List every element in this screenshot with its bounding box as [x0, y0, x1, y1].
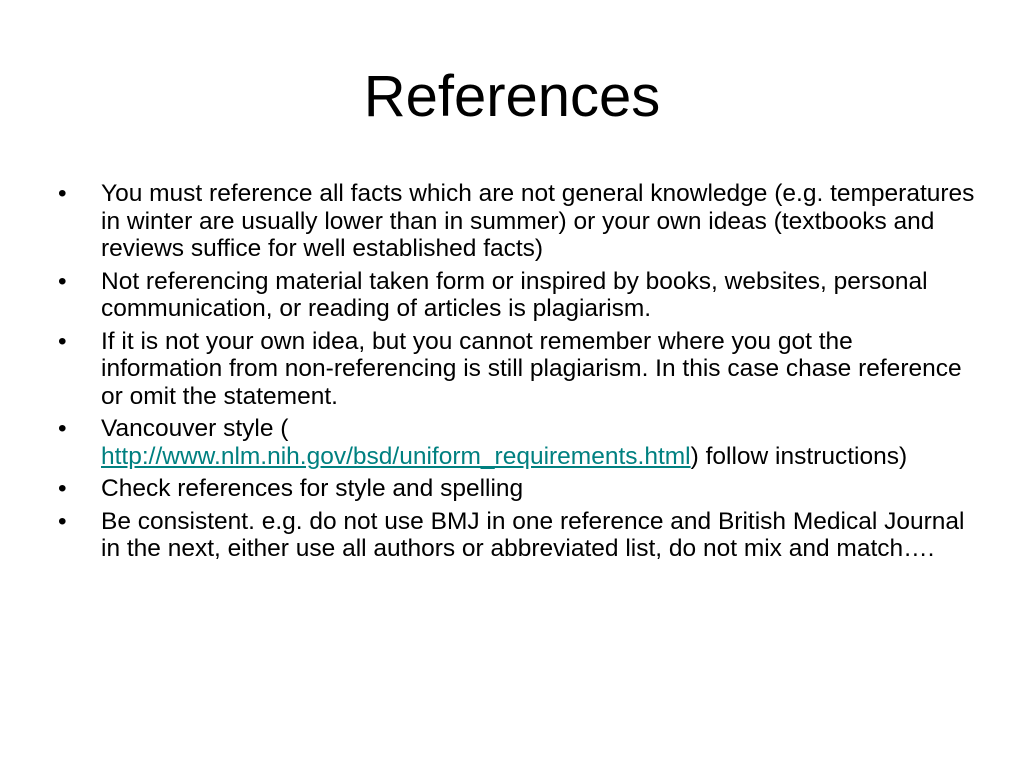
bullet-text: Not referencing material taken form or inspired by books, websites, personal communication, or reading of articles is plagiarism.: [101, 267, 928, 322]
bullet-icon: •: [58, 267, 67, 295]
bullet-text-after-link: ) follow instructions): [690, 442, 908, 470]
vancouver-style-link[interactable]: http://www.nlm.nih.gov/bsd/uniform_requirements.html: [101, 442, 691, 470]
bullet-text: Check references for style and spelling: [101, 475, 524, 502]
bullet-text: If it is not your own idea, but you cannot remember where you got the information from non-referencing is still plagiarism. In this case chase reference or omit the statement.: [101, 327, 962, 410]
slide-title: References: [363, 64, 661, 129]
bullet-icon: •: [58, 507, 67, 535]
bullet-icon: •: [58, 180, 67, 207]
bullet-item-check-references: [58, 475, 978, 503]
bullet-icon: •: [58, 475, 67, 502]
bullet-text: You must reference all facts which are not general knowledge (e.g. temperatures in winter are usually lower than in summer) or your own ideas (textbooks and reviews suffice for well established facts): [101, 180, 975, 262]
bullet-text-before-link: Vancouver style (: [101, 415, 289, 442]
bullet-item-plagiarism: [58, 268, 978, 323]
bullet-item-be-consistent: [58, 508, 978, 563]
bullet-item-vancouver-style: [58, 415, 978, 470]
bullet-list: [58, 180, 978, 568]
bullet-text: Be consistent. e.g. do not use BMJ in one reference and British Medical Journal in the next, either use all authors or abbreviated list, do not mix and match….: [101, 507, 965, 562]
bullet-item-own-idea: [58, 328, 978, 411]
bullet-icon: •: [58, 327, 67, 355]
bullet-item-reference-facts: [58, 180, 978, 263]
bullet-icon: •: [58, 415, 67, 442]
